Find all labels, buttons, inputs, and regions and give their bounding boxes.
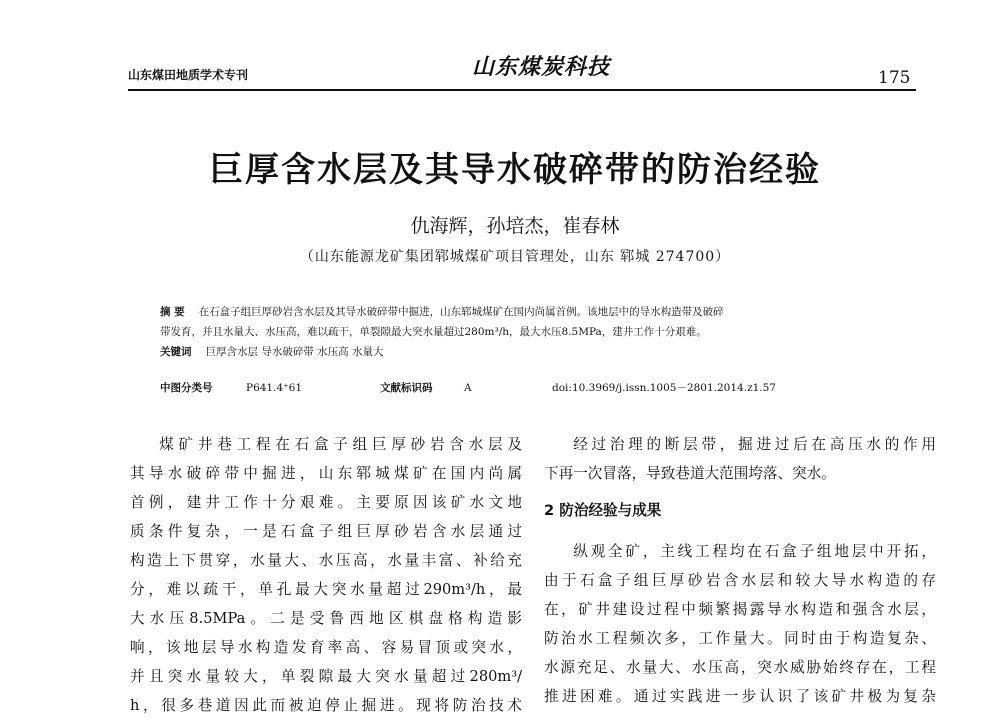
abstract-line-1	[160, 302, 900, 322]
section-heading: 2 防治经验与成果	[544, 502, 662, 519]
page-number: 175	[878, 68, 911, 88]
body-line: 防治水工程频次多，工作量大。同时由于构造复杂、	[544, 630, 936, 647]
body-line: 在，矿井建设过程中频繁揭露导水构造和强含水层，	[544, 601, 936, 618]
abstract-text-2: 带发育，并且水量大、水压高，难以疏干，单裂隙最大突水量超过280m³/h，最大水压8.5MPa，建井工作十分艰难。	[160, 326, 707, 338]
body-line: 质条件复杂，一是石盒子组巨厚砂岩含水层通过	[130, 523, 522, 540]
body-line: 下再一次冒落，导致巷道大范围垮落、突水。	[544, 465, 836, 482]
body-column-right	[544, 430, 936, 711]
article-authors: 仇海辉，孙培杰，崔春林	[410, 215, 620, 237]
body-line: 水源充足、水量大、水压高，突水威胁始终存在，工程	[544, 659, 936, 676]
doc-code-label: 文献标识码	[380, 382, 433, 394]
journal-logo: 山东煤炭科技	[472, 54, 611, 80]
abstract-text-1: 在石盒子组巨厚砂岩含水层及其导水破碎带中掘进，山东郓城煤矿在国内尚属首例。该地层中的导水构造带及破碎	[198, 306, 724, 318]
classification-row	[160, 378, 900, 398]
abstract-line-2	[160, 322, 900, 342]
body-line: 经过治理的断层带，掘进过后在高压水的作用	[573, 436, 936, 453]
keywords-label: 关键词	[160, 346, 192, 358]
keywords-text: 巨厚含水层 导水破碎带 水压高 水量大	[205, 346, 384, 358]
author-affiliation: （山东能源龙矿集团郓城煤矿项目管理处，山东 郓城 274700）	[299, 249, 731, 265]
body-line: h，很多巷道因此而被迫停止掘进。现将防治技术	[130, 697, 522, 714]
clc-value: P641.4⁺61	[246, 382, 303, 394]
body-line: 大水压8.5MPa。二是受鲁西地区棋盘格构造影	[130, 610, 522, 627]
article-title: 巨厚含水层及其导水破碎带的防治经验	[209, 150, 821, 190]
header-divider	[128, 89, 916, 91]
abstract-label: 摘 要	[160, 306, 185, 318]
body-line: 响，该地层导水构造发育率高、容易冒顶或突水，	[130, 639, 522, 656]
keywords-line	[160, 342, 900, 362]
body-line: 首例，建井工作十分艰难。主要原因该矿水文地	[130, 494, 522, 511]
body-line: 纵观全矿，主线工程均在石盒子组地层中开拓，	[573, 543, 936, 560]
doi: doi:10.3969/j.issn.1005－2801.2014.z1.57	[552, 382, 776, 394]
body-line: 分，难以疏干，单孔最大突水量超过290m³/h，最	[130, 581, 522, 598]
doc-code-value: A	[464, 382, 472, 394]
body-line: 并且突水量较大，单裂隙最大突水量超过280m³/	[130, 668, 522, 685]
body-line: 其导水破碎带中掘进，山东郓城煤矿在国内尚属	[130, 465, 522, 482]
body-line: 构造上下贯穿，水量大、水压高，水量丰富、补给充	[130, 552, 522, 569]
body-column-left	[130, 430, 522, 720]
clc-label: 中图分类号	[160, 382, 213, 394]
body-line: 煤矿井巷工程在石盒子组巨厚砂岩含水层及	[159, 436, 522, 453]
body-line: 由于石盒子组巨厚砂岩含水层和较大导水构造的存	[544, 572, 936, 589]
abstract-block	[160, 302, 900, 362]
journal-name: 山东煤田地质学术专刊	[128, 68, 249, 82]
body-line: 推进困难。通过实践进一步认识了该矿井极为复杂	[544, 688, 936, 705]
